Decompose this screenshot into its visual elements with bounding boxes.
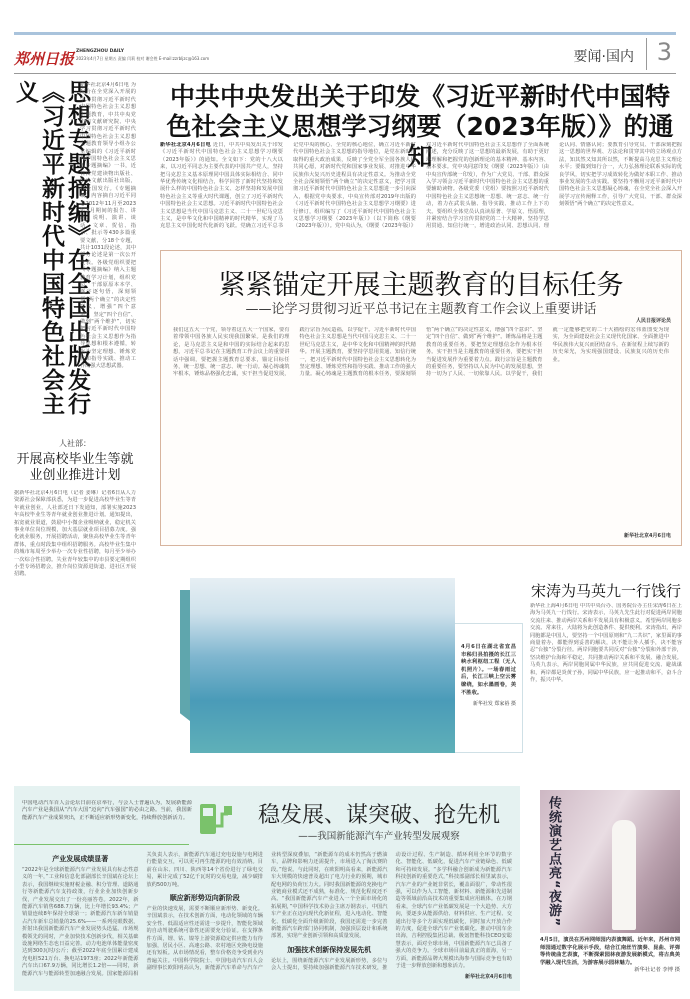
main-body-text: 近日，中共中央发出关于印发《习近平新时代中国特色社会主义思想学习纲要（2023年版）》的通知。全文如下：党的十八大以来，以习近平同志为主要代表的中国共产党人，坚持把马克思主义基本原理同中国具体实际相结合、同中华优秀传统文化相结合，科学回答了新时代坚持和发展什么样的中国特色社会主义、怎样坚持和发展中国特色社会主义等重大时代课题，创立了习近平新时代中国特色社会主义思想。习近平新时代中国特色社会主义思想是当代中国马克思主义、二十一世纪马克思主义，是中华文化和中国精神的时代精华，实现了马克思主义中国化时代化新的飞跃。党确立习近平总书记党中央的核心、全党的核心地位，确立习近平新时代中国特色社会主义思想的指导地位，是党在新时代取得的重大政治成果，反映了全党全军全国各族人民共同心愿，对新时代党和国家事业发展、对推进中华民族伟大复兴历史进程具有决定性意义。为推动全党全社会深刻领悟“两个确立”的决定性意义，把学习贯彻习近平新时代中国特色社会主义思想进一步引向深入，根据党中央要求，中央宣传部对2019年出版的《习近平新时代中国特色社会主义思想学习纲要》进行修订，组织编写了《习近平新时代中国特色社会主义思想学习纲要（2023年版）》（以下简称《纲要（2023年版）》）。党中央认为，《纲要（2023年版）》对习近平新时代中国特色社会主义思想作了全面系统阐述，充分反映了这一思想的最新发展，有助于更好地理解和把握党的创新理论的基本精神、基本内容、基本要求。党中央同意印发《纲要（2023年版）》（由中央宣传部统一印发），作为广大党员、干部、群众深入学习领会习近平新时代中国特色社会主义思想的重要辅助读物。各级党委（党组）要按照习近平新时代中国特色社会主义思想统一思想、统一意志、统一行动，着力在武装头脑、指导实践、推动工作上下功夫。要组织全体党员认真读原著、学原文、悟原理，并紧密结合学习宣传贯彻党的二十大精神，坚持学思用贯通、知信行统一，增进政治认同、思想认同、理论认同、情感认同；要教育引导党员、干部深刻把握这一思想的世界观、方法论和贯穿其中的立场观点方法，知其然又知其所以然，不断提高马克思主义理论水平；要做到知行合一，大力弘扬理论联系实际的优良学风，切实把学习成效转化为做好本职工作、推动事业发展的生动实践。要坚持不懈用习近平新时代中国特色社会主义思想凝心铸魂，在全党全社会深入开展学习宣传阐释工作，引导广大党员、干部、群众深刻领悟“两个确立”的决定性意义。 [160,142,682,230]
commentary-box [160,250,682,546]
issue-dateline: 2023年4月7日 星期五 责编 闫莉 校对 谢会胜 E-mail:zzrbljzc@163.com [76,56,210,61]
newspaper-logo: 郑州日报 [14,50,75,68]
page-number: 3 [646,38,672,70]
jobs-body: 据新华社北京4月6日电（记者 姜琳）记者6日从人力资源社会保障部获悉，为进一步促进高校毕业生等青年就业创业，人社部近日下发通知，部署实施2023年高校毕业生等青年就业创业推进计划。通知提出，拓宽就业渠道，鼓励中小微企业吸纳就业，稳定机关事业单位岗位规模，加大基层就业项目招募力度。强化就业服务，开展招聘活动，聚焦高校毕业生等青年群体，重点时段集中组织招聘服务。高校毕业生集中的城市每周至少举办一次专业性招聘，每月至少举办一次综合性招聘。失业青年较集中的市县要定期组织小型专场招聘会，推介岗位资源进街道、进社区开展招聘。 [14,490,136,578]
jobs-kicker: 人社部： [59,439,91,448]
ev-intro: 中国电动汽车百人会论坛日前在京举行，与会人士普遍认为，发展新能源汽车产业是我国从“汽车大国”迈向“汽车强国”的必由之路。当前，我国新能源汽车产业成果突出，正不断适应新形势新变化，持续释放创新活力。 [22,800,192,821]
section-name: 要闻·国内 [573,49,634,65]
dancer-figure [612,820,636,930]
photo-credit: 新华社发 郑家裕 摄 [472,701,516,708]
ev-feature [14,786,520,991]
commentary-subheadline: ——论学习贯彻习近平总书记在主题教育工作会议上重要讲话 [245,302,597,317]
commentary-body: 我们这五大一个党，领导着这五大一个国家，要有着带领中国各族人民实现我国繁荣。是我们的理论，是马克思主义是和中国的实际结合起来的思想，习近平总书记在主题教育工作会议上的重要讲话中强调，要把握主题教育总要求，锚定目标任务，统一思想、统一意志、统一行动。凝心铸魂筑牢根本，锤炼品格强化忠诚，实干担当促进发展，践行宗旨为民造福，以学促干。习近平新时代中国特色社会主义思想是当代中国马克思主义、二十一世纪马克思主义，是中华文化和中国精神的时代精华。开展主题教育，要坚持学思用贯通、知信行统一，把习近平新时代中国特色社会主义思想转化为坚定理想、锤炼党性和指导实践、推动工作的强大力量。凝心铸魂是主题教育的根本任务，要深刻领悟“两个确立”的决定性意义，增强“四个意识”、坚定“四个自信”、做到“两个维护”。锤炼品格是主题教育的重要任务，要把坚定理想信念作为根本任务。实干担当是主题教育的重要任务，要把实干担当促进发展作为重要着力点。践行宗旨是主题教育的重要任务，要坚持以人民为中心的发展思想，坚持一切为了人民、一切依靠人民。以学促干，我们就一定能够把党的二十大描绘的宏伟蓝图变为现实，为全面建设社会主义现代化国家、全面推进中华民族伟大复兴而团结奋斗，在新征程上续写新的历史荣光，为实现强国建设、民族复兴的历史伟业。 [173,327,669,378]
ev-headline: 稳发展、谋突破、抢先机 [257,803,500,828]
main-body [160,142,682,246]
opera-caption [540,937,680,975]
commentary-author: 人民日报评论员 [635,318,671,324]
main-dateline: 新华社北京4月6日电 [160,142,211,148]
ev-subheadline: ——我国新能源汽车产业转型发展观察 [298,831,460,842]
jobs-headline: 开展高校毕业生等就业创业推进计划 [16,452,134,483]
opera-caption-text: 4月5日，演员在苏州网师园内表演舞蹈。近年来，苏州市网师园通过数字化展示手段，结合江南丝竹演奏、昆曲、评弹等传统曲艺表演，不断探索园林夜游发展新模式，将古典美学融入现代生活，为游客展示园林魅力。 [540,937,680,966]
photo-caption: 4月6日在湖北省宜昌市秭归县拍摄的长江三峡水利枢纽工程（无人机照片）。一场春雨过后，长江三峡上空云雾缭绕，如水墨画卷，美不胜收。 [461,644,516,696]
songtao-body: 新华社上海4月6日电 中共中央台办、国务院台办主任宋涛6日在上海为马英九一行饯行。宋涛表示，马英九先生此行对促进两岸同胞交流往来、推动两岸关系和平发展具有积极意义。希望两岸同胞多交流、常来往，大陆将为此创造条件、提供便利。宋涛指出，两岸同胞都是中国人，要坚持一个中国原则和“九二共识”，家里面的事商量着办，都能得到妥善的解决，决不能让外人插手，决不能容忍“台独”分裂行径。两岸同胞要共同反对“台独”分裂和外部干涉，坚决维护台海和平稳定，共同推动两岸关系和平发展、融合发展。马英九表示，两岸同胞同属中华民族，应共同促进交流、避战谋和，两岸都是炎黄子孙，同属中华民族，应一起推动和平，奋斗合作，振兴中华。 [530,603,682,684]
ev-body [22,852,512,984]
lead-headline-line-1: 《习近平新时代中国特色社会主义 [12,80,64,416]
charging-station-icon [196,800,236,840]
opera-photo [540,790,680,933]
english-name: ZHENGZHOU DAILY [76,49,124,54]
ev-section-body: “2022年是全球新能源汽车产业发展具有标志性意义的一年，”工业和信息化部副部长辛国斌在论坛上表示，我国继续实施财税金融、积分管理、道路通行等新能源汽车支持政策，行业企业加快创新步伐，产业发展交出了一份亮丽答卷。2022年，新能源汽车销售688.7万辆，比上年增长93.4%；产销量连续8年保持全球第一；新能源汽车新车销量占汽车新车总销量的25.6%——一系列亮眼数据，折射出我国新能源汽车产业发展势头迅猛。市场规模领先的同时，产业加快技术创新步伐，相关基础设施网络生态也日益完善。动力电池单体能量密度达到300瓦时/公斤；截至2022年底全国累计建成充电桩521万台、换电站1973座；2022年新能源汽车出口67.9万辆，同比增长1.2倍——同时，新能源汽车与能源转型加速融合发展。国家能源局相关负责人表示，新能源汽车通过充电设施与电网进行能量交互，可以更可再生能源的电有效消纳。目前在山东、四川、陕西等14个省份进行了绿电交易，累计完成了52亿千瓦时的交易电量，减少碳排放约500万吨。 [22,852,263,977]
masthead [14,36,676,74]
ev-section-body: 产业的快速发展，需要不断顺应新形势、新变化。辛国斌表示，在技术创新方面，电动化领域的车辆安全性、低温适应性还需进一步提升，智能化领域的自动驾驶系统可靠性还需要充分验证。在支撑条件方面，锂、钴、镍等上游资源稳定供应能力有待加强，居民小区、高速公路、农村地区充换电设施还有短板。从市场情况看，整车价格竞争受到业内普遍关注。中国科学院院士、中国电动汽车百人会副理事长欧阳明高认为，新能源汽车革命与汽车产业转型深度叠加，“新能源车的成本仍然高于燃油车，品牌和影响力还需提升，市场进入了淘汰赛阶段。”他说。与此同时，在欧阳明高看来，新能源汽车大规模的快速普及超出了电力行业的预期，城市配电网的负荷压力大。同时我国新能源的充换电产业链商业模式还不成熟，标准化、规范化程度还不高。“我国新能源汽车产业进入一个全面市场化的拓展期，”中国科学技术协会主席万钢表示，中国汽车产业正在迈向现代化新征程，进入电动化、智能化、低碳化全面升级新阶段，我国还需进一步完善新能源汽车跨部门协同机制，加强顶层设计和系统部署，实现产业创新引领和高质量发展。 [146,852,388,972]
songtao-headline: 宋涛为马英九一行饯行 [530,582,681,600]
ev-section-body: 论坛上，围绕新能源汽车产业发展新形势，多位与会人士提出，要持续加强新能源汽车技术研发，推动设计过程、生产制造、循环利用全环节的数字化、智能化、低碳化，促进汽车产业链绿色、低碳和可持续发展。“多学科融合创新成为新能源汽车科技创新的重要范式，”科技部副部长相里斌表示，汽车产业的产业链非常长，覆盖面很广，带动性很强，可以作为人工智能、新材料、新能源和先进制造等领域前沿高技术的重要集成应用载体。在万钢看来，全球汽车产业低碳发展是一个大趋势、大方向，要逐步从能源供给、材料供应、生产过程、交通出行等多个方面实现低碳化，同时加大开放合作的力度，促进全球汽车产业低碳化。推动中国车企出海，吉利控股集团总裁、极氪智能科技CEO安聪慧表示，面对全球市场，中国新能源汽车已具备了强大的竞争力。全球市场目前最真正的蓝海，另一方面，新能源品牌大规模出海参与国际竞争也有助于进一步释放创新和想象活力。 [271,852,512,972]
ev-divider [14,844,189,845]
photo-caption-box [455,623,523,753]
ev-section-title: 顺应新形势迈向新阶段 [169,894,240,903]
main-headline: 中共中央发出关于印发《习近平新时代中国特色社会主义思想学习纲要（2023年版）》的通知 [166,82,674,171]
commentary-headline: 紧紧锚定开展主题教育的目标任务 [218,270,624,301]
masthead-rule [14,32,676,35]
ev-section-title: 产业发展成绩显著 [52,855,109,863]
three-gorges-photo [190,578,455,753]
lead-headline-line-2: 思想专题摘编》在全国出版发行 [64,80,90,416]
opera-photo-title: 传统演艺点亮“夜游” [546,796,561,928]
lead-headline [12,80,90,425]
lead-body: 新华社北京4月6日电 为配合在全党深入开展的学习贯彻习近平新时代中国特色社会主义思想主题教育，中共中央党史和文献研究院、中央学习贯彻习近平新时代中国特色社会主义思想主题教育领导小组办公室编辑的《习近平新时代中国特色社会主义思想专题摘编》一书，近日由党建读物出版社、中央文献出版社出版，在全国发行。《专题摘编》内容摘自习近平同志2012年11月至2023年3月期间的报告、讲话、说明、演讲、谈话、文章、贺信、指示、批示等430多篇重要文献，分18个专题，共计1031段论述，其中部分论述是第一次公开发表。各级党组织要把《专题摘编》纳入主题教育学习计划，组织党员、干部原原本本学、逐字逐句悟，深刻领悟“两个确立”的决定性意义，增强“四个意识”、坚定“四个自信”、做到“两个维护”，切实把习近平新时代中国特色社会主义思想作为指导思想和根本遵循，转化为坚定理想、锤炼党性和指导实践、推动工作的强大思想武器。 [80,82,136,370]
commentary-dateline: 新华社北京4月6日电 [624,533,671,539]
opera-credit: 新华社记者 李博 摄 [634,967,680,974]
ev-section-title: 加强技术创新保持发展先机 [287,945,372,954]
ev-dateline: 新华社北京4月6日电 [465,973,512,980]
